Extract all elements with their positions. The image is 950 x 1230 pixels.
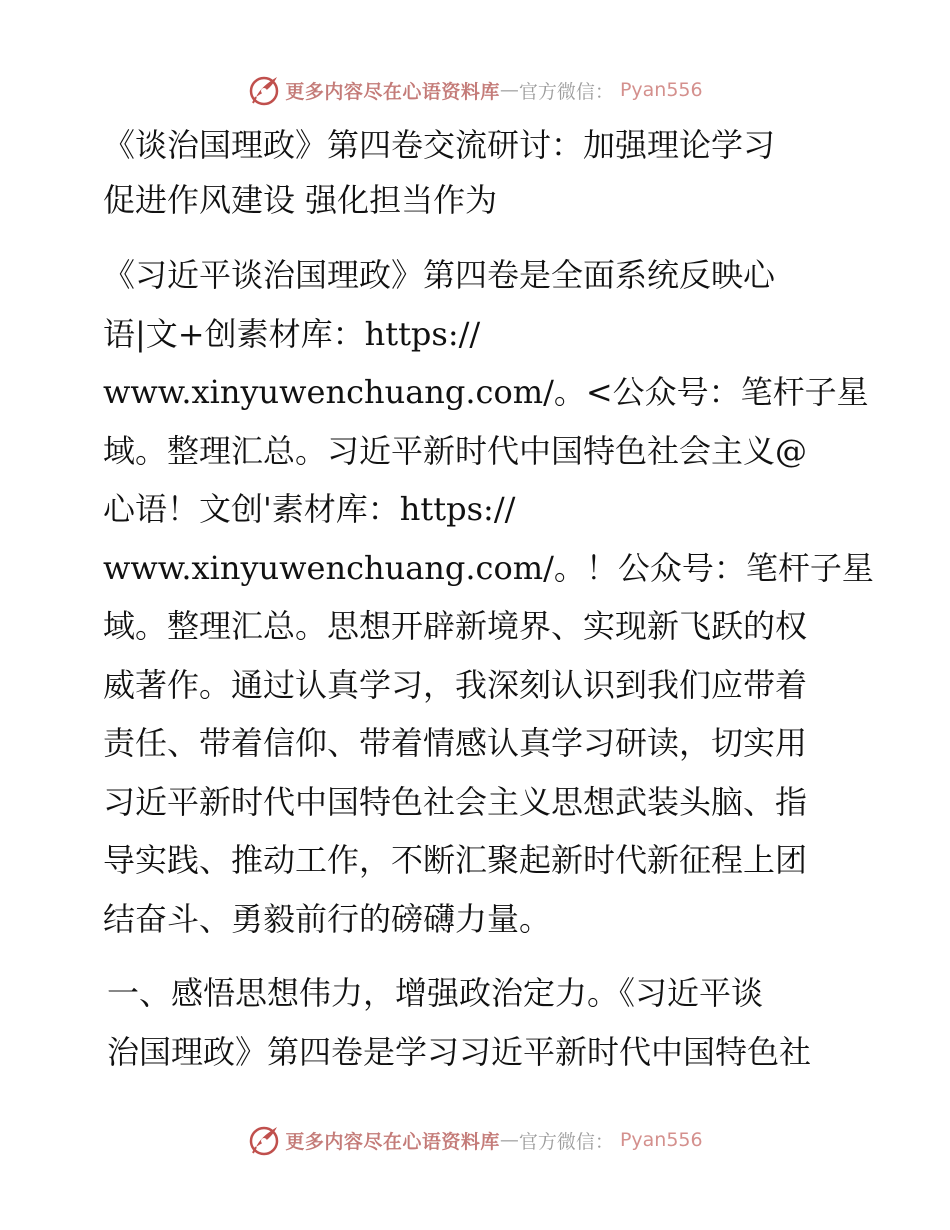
paragraph-line: www.xinyuwenchuang.com/。！公众号：笔杆子星 [103, 548, 874, 587]
paragraph-line: 心语！文创'素材库：https:// [103, 490, 516, 528]
title-line: 《谈治国理政》第四卷交流研讨：加强理论学习 [103, 126, 776, 164]
paragraph-line: 导实践、推动工作，不断汇聚起新时代新征程上团 [103, 841, 808, 879]
paragraph-line: 结奋斗、勇毅前行的磅礴力量。 [103, 899, 552, 938]
document-title [97, 118, 857, 228]
paragraph-line: 域。整理汇总。思想开辟新境界、实现新飞跃的权 [103, 607, 808, 645]
paragraph-line: 一、感悟思想伟力，增强政治定力。《习近平谈 [107, 974, 764, 1012]
paragraph-line: 《习近平谈治国理政》第四卷是全面系统反映心 [103, 256, 776, 294]
header-banner-wechat-id: Pyan556 [619, 79, 703, 101]
header-banner-text: 更多内容尽在心语资料库 [285, 80, 500, 103]
paragraph-line: 域。整理汇总。习近平新时代中国特色社会主义@ [103, 431, 808, 470]
header-banner-separator: — [499, 79, 519, 101]
paragraph-line: 习近平新时代中国特色社会主义思想武装头脑、指 [103, 782, 808, 821]
footer-banner-text: 更多内容尽在心语资料库 [285, 1130, 500, 1153]
document-body [97, 118, 874, 1081]
paragraph-line: www.xinyuwenchuang.com/。<公众号：笔杆子星 [103, 373, 869, 411]
paragraph-line: 语|文+创素材库：https:// [103, 314, 481, 353]
paragraph-line: 治国理政》第四卷是学习习近平新时代中国特色社 [107, 1032, 812, 1071]
footer-banner [0, 1120, 950, 1160]
footer-banner-separator: — [499, 1129, 519, 1151]
header-banner [0, 70, 950, 110]
paragraph-line: 威著作。通过认真学习，我深刻认识到我们应带着 [103, 665, 808, 704]
paragraph-line: 责任、带着信仰、带着情感认真学习研读，切实用 [103, 724, 808, 762]
quill-pen-circle-icon [247, 73, 281, 107]
footer-banner-wechat-id: Pyan556 [619, 1129, 703, 1151]
footer-banner-wechat-label: 官方微信： [518, 1130, 614, 1153]
paragraph-section-one [97, 964, 857, 1081]
header-banner-wechat-label: 官方微信： [518, 80, 614, 103]
quill-pen-circle-icon [247, 1123, 281, 1157]
paragraph-intro [97, 246, 874, 948]
title-line: 促进作风建设 强化担当作为 [103, 181, 498, 219]
